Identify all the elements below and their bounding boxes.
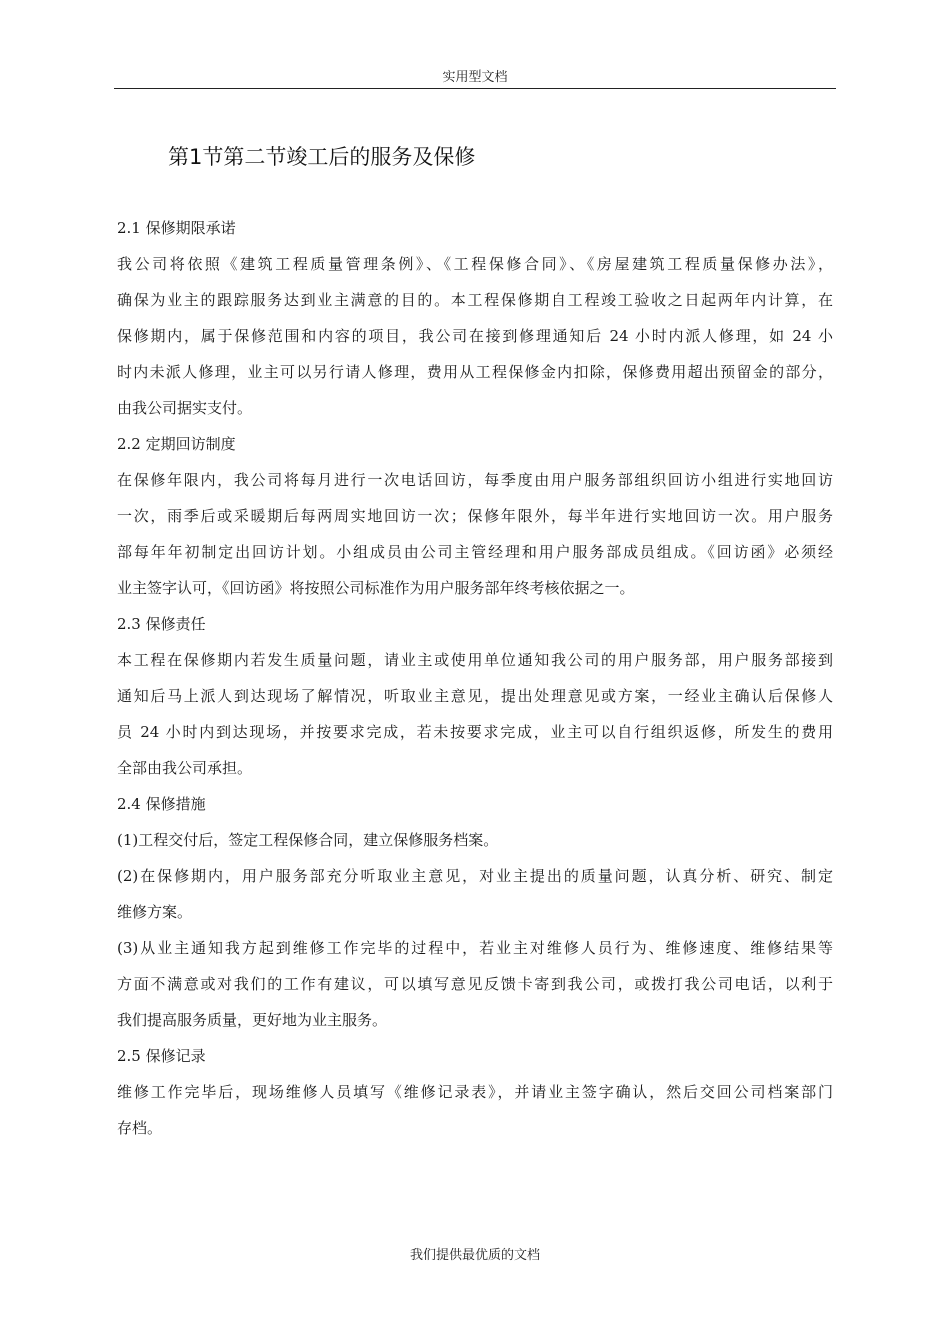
paragraph-line: 我公司将依照《建筑工程质量管理条例》、《工程保修合同》、《房屋建筑工程质量保修办法》， — [117, 255, 833, 273]
document-body — [117, 213, 833, 1149]
paragraph-line: 业主签字认可，《回访函》将按照公司标准作为用户服务部年终考核依据之一。 — [117, 579, 635, 597]
paragraph-line: 确保为业主的跟踪服务达到业主满意的目的。本工程保修期自工程竣工验收之日起两年内计算，在 — [117, 291, 833, 309]
paragraph-line: 维修工作完毕后，现场维修人员填写《维修记录表》，并请业主签字确认，然后交回公司档案部门 — [117, 1083, 833, 1101]
paragraph-line: 通知后马上派人到达现场了解情况，听取业主意见，提出处理意见或方案，一经业主确认后保修人 — [117, 687, 833, 705]
section-heading: 2.4 保修措施 — [117, 795, 206, 813]
paragraph-line: 一次，雨季后或采暖期后每两周实地回访一次；保修年限外，每半年进行实地回访一次。用户服务 — [117, 507, 833, 525]
page-footer: 我们提供最优质的文档 — [409, 1248, 540, 1263]
paragraph-line: 时内未派人修理，业主可以另行请人修理，费用从工程保修金内扣除，保修费用超出预留金的部分， — [117, 363, 833, 381]
paragraph-line: 维修方案。 — [117, 903, 193, 921]
paragraph-line: (3)从业主通知我方起到维修工作完毕的过程中，若业主对维修人员行为、维修速度、维修结果等 — [117, 939, 833, 957]
header-divider — [114, 88, 836, 89]
paragraph-line: 全部由我公司承担。 — [117, 759, 253, 777]
paragraph-line: (1)工程交付后，签定工程保修合同，建立保修服务档案。 — [117, 831, 499, 849]
paragraph-line: 员 24 小时内到达现场，并按要求完成，若未按要求完成，业主可以自行组织返修，所发生的费用 — [117, 723, 833, 741]
paragraph-line: 方面不满意或对我们的工作有建议，可以填写意见反馈卡寄到我公司，或拨打我公司电话，以利于 — [117, 975, 833, 993]
paragraph-line: 保修期内，属于保修范围和内容的项目，我公司在接到修理通知后 24 小时内派人修理，如 24 小 — [117, 327, 833, 345]
section-heading: 2.5 保修记录 — [117, 1047, 206, 1065]
paragraph-line: 在保修年限内，我公司将每月进行一次电话回访，每季度由用户服务部组织回访小组进行实地回访 — [117, 471, 833, 489]
paragraph-line: 本工程在保修期内若发生质量问题，请业主或使用单位通知我公司的用户服务部，用户服务部接到 — [117, 651, 833, 669]
paragraph-line: 我们提高服务质量，更好地为业主服务。 — [117, 1011, 388, 1029]
section-heading: 2.1 保修期限承诺 — [117, 219, 236, 237]
section-title: 第1节第二节竣工后的服务及保修 — [168, 145, 476, 169]
paragraph-line: (2)在保修期内，用户服务部充分听取业主意见，对业主提出的质量问题，认真分析、研究、制定 — [117, 867, 833, 885]
page-header: 实用型文档 — [442, 70, 508, 85]
paragraph-line: 由我公司据实支付。 — [117, 399, 253, 417]
paragraph-line: 部每年年初制定出回访计划。小组成员由公司主管经理和用户服务部成员组成。《回访函》必须经 — [117, 543, 833, 561]
section-heading: 2.3 保修责任 — [117, 615, 206, 633]
section-heading: 2.2 定期回访制度 — [117, 435, 236, 453]
paragraph-line: 存档。 — [117, 1119, 163, 1137]
